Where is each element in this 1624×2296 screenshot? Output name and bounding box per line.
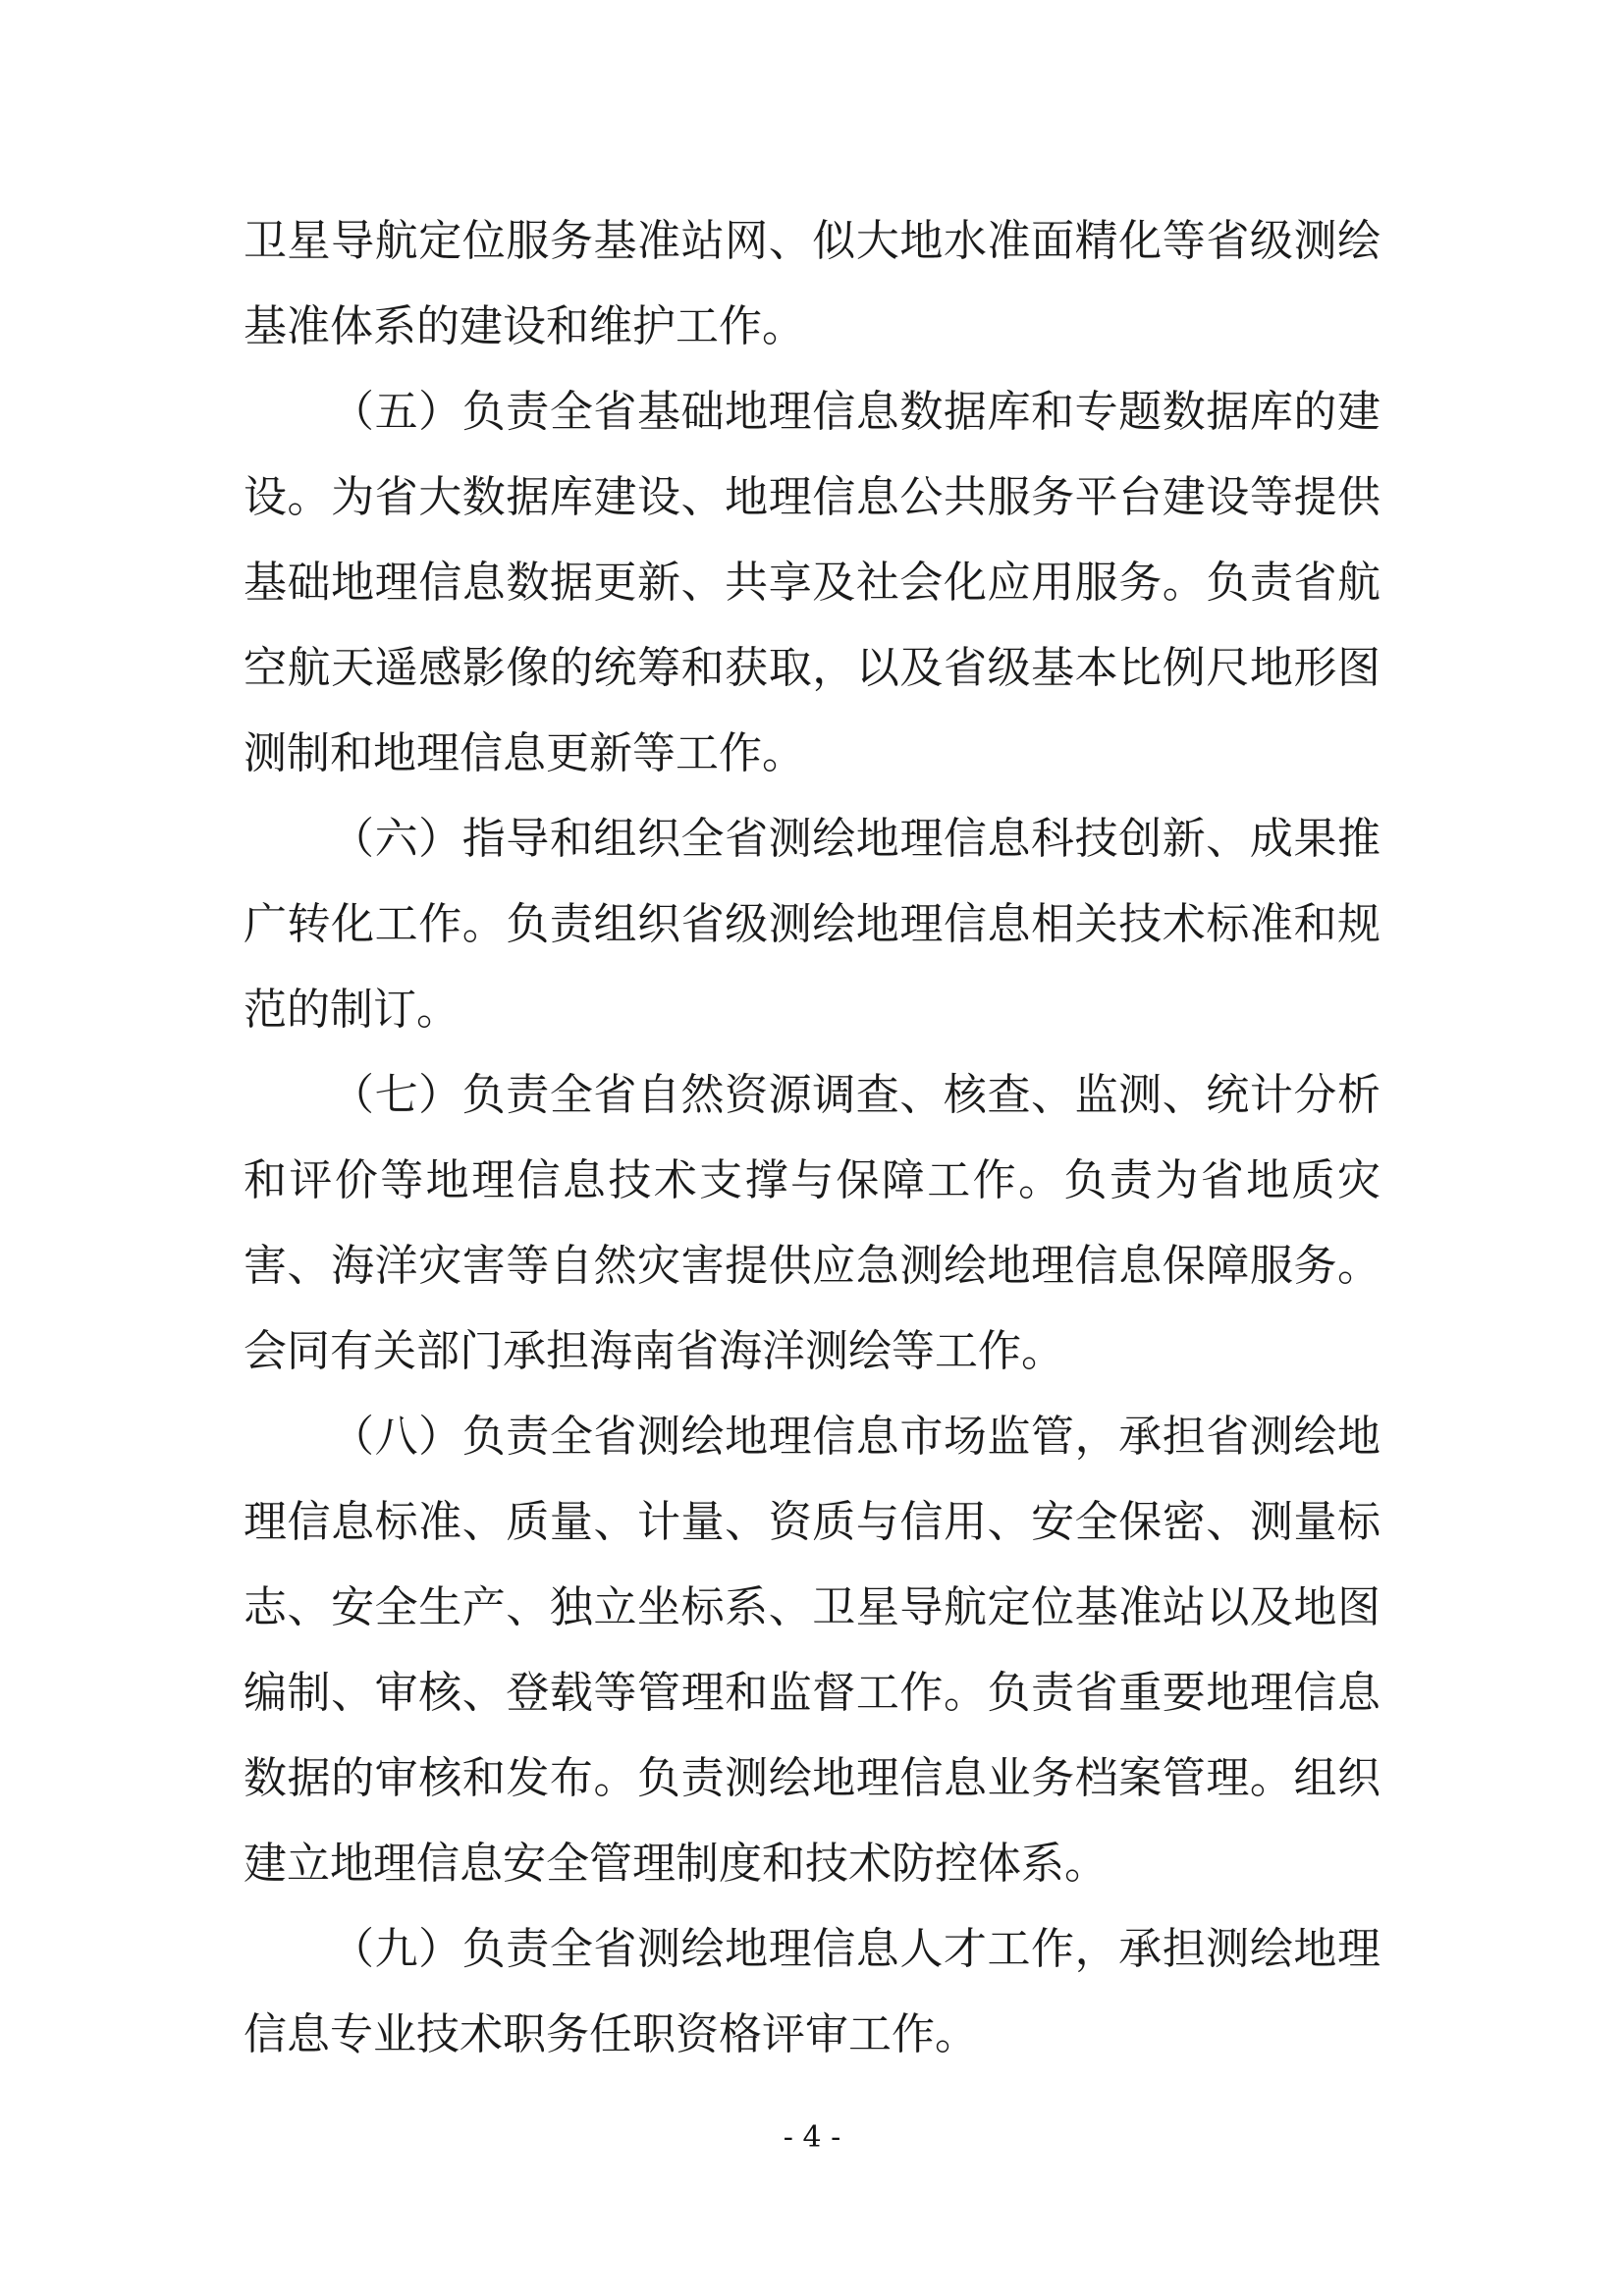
text-line-item-8-start: （八）负责全省测绘地理信息市场监管，承担省测绘地 (331, 1412, 1380, 1462)
text-line: 卫星导航定位服务基准站网、似大地水准面精化等省级测绘 (244, 216, 1380, 266)
text-line: 基础地理信息数据更新、共享及社会化应用服务。负责省航 (244, 558, 1380, 608)
text-line-item-6-start: （六）指导和组织全省测绘地理信息科技创新、成果推 (331, 814, 1380, 864)
text-line: 建立地理信息安全管理制度和技术防控体系。 (244, 1839, 1108, 1889)
text-line-item-5-start: （五）负责全省基础地理信息数据库和专题数据库的建 (331, 387, 1380, 437)
text-line: 会同有关部门承担海南省海洋测绘等工作。 (244, 1326, 1064, 1376)
text-block (244, 198, 1380, 2077)
text-line: 测制和地理信息更新等工作。 (244, 728, 805, 778)
text-line: 害、海洋灾害等自然灾害提供应急测绘地理信息保障服务。 (244, 1241, 1380, 1291)
text-line: 和评价等地理信息技术支撑与保障工作。负责为省地质灾 (244, 1155, 1380, 1205)
text-line: 数据的审核和发布。负责测绘地理信息业务档案管理。组织 (244, 1753, 1380, 1803)
text-line: 理信息标准、质量、计量、资质与信用、安全保密、测量标 (244, 1497, 1380, 1547)
text-line-item-7-start: （七）负责全省自然资源调查、核查、监测、统计分析 (331, 1070, 1380, 1120)
text-line: 编制、审核、登载等管理和监督工作。负责省重要地理信息 (244, 1668, 1380, 1718)
text-line: 广转化工作。负责组织省级测绘地理信息相关技术标准和规 (244, 899, 1380, 949)
text-line: 空航天遥感影像的统筹和获取，以及省级基本比例尺地形图 (244, 643, 1380, 693)
text-line: 基准体系的建设和维护工作。 (244, 301, 805, 351)
text-line: 志、安全生产、独立坐标系、卫星导航定位基准站以及地图 (244, 1582, 1380, 1632)
page-number: - 4 - (783, 2120, 841, 2155)
text-line: 范的制订。 (244, 985, 460, 1035)
text-line: 设。为省大数据库建设、地理信息公共服务平台建设等提供 (244, 472, 1380, 522)
text-line: 信息专业技术职务任职资格评审工作。 (244, 2009, 978, 2059)
text-line-item-9-start: （九）负责全省测绘地理信息人才工作，承担测绘地理 (331, 1924, 1380, 1974)
